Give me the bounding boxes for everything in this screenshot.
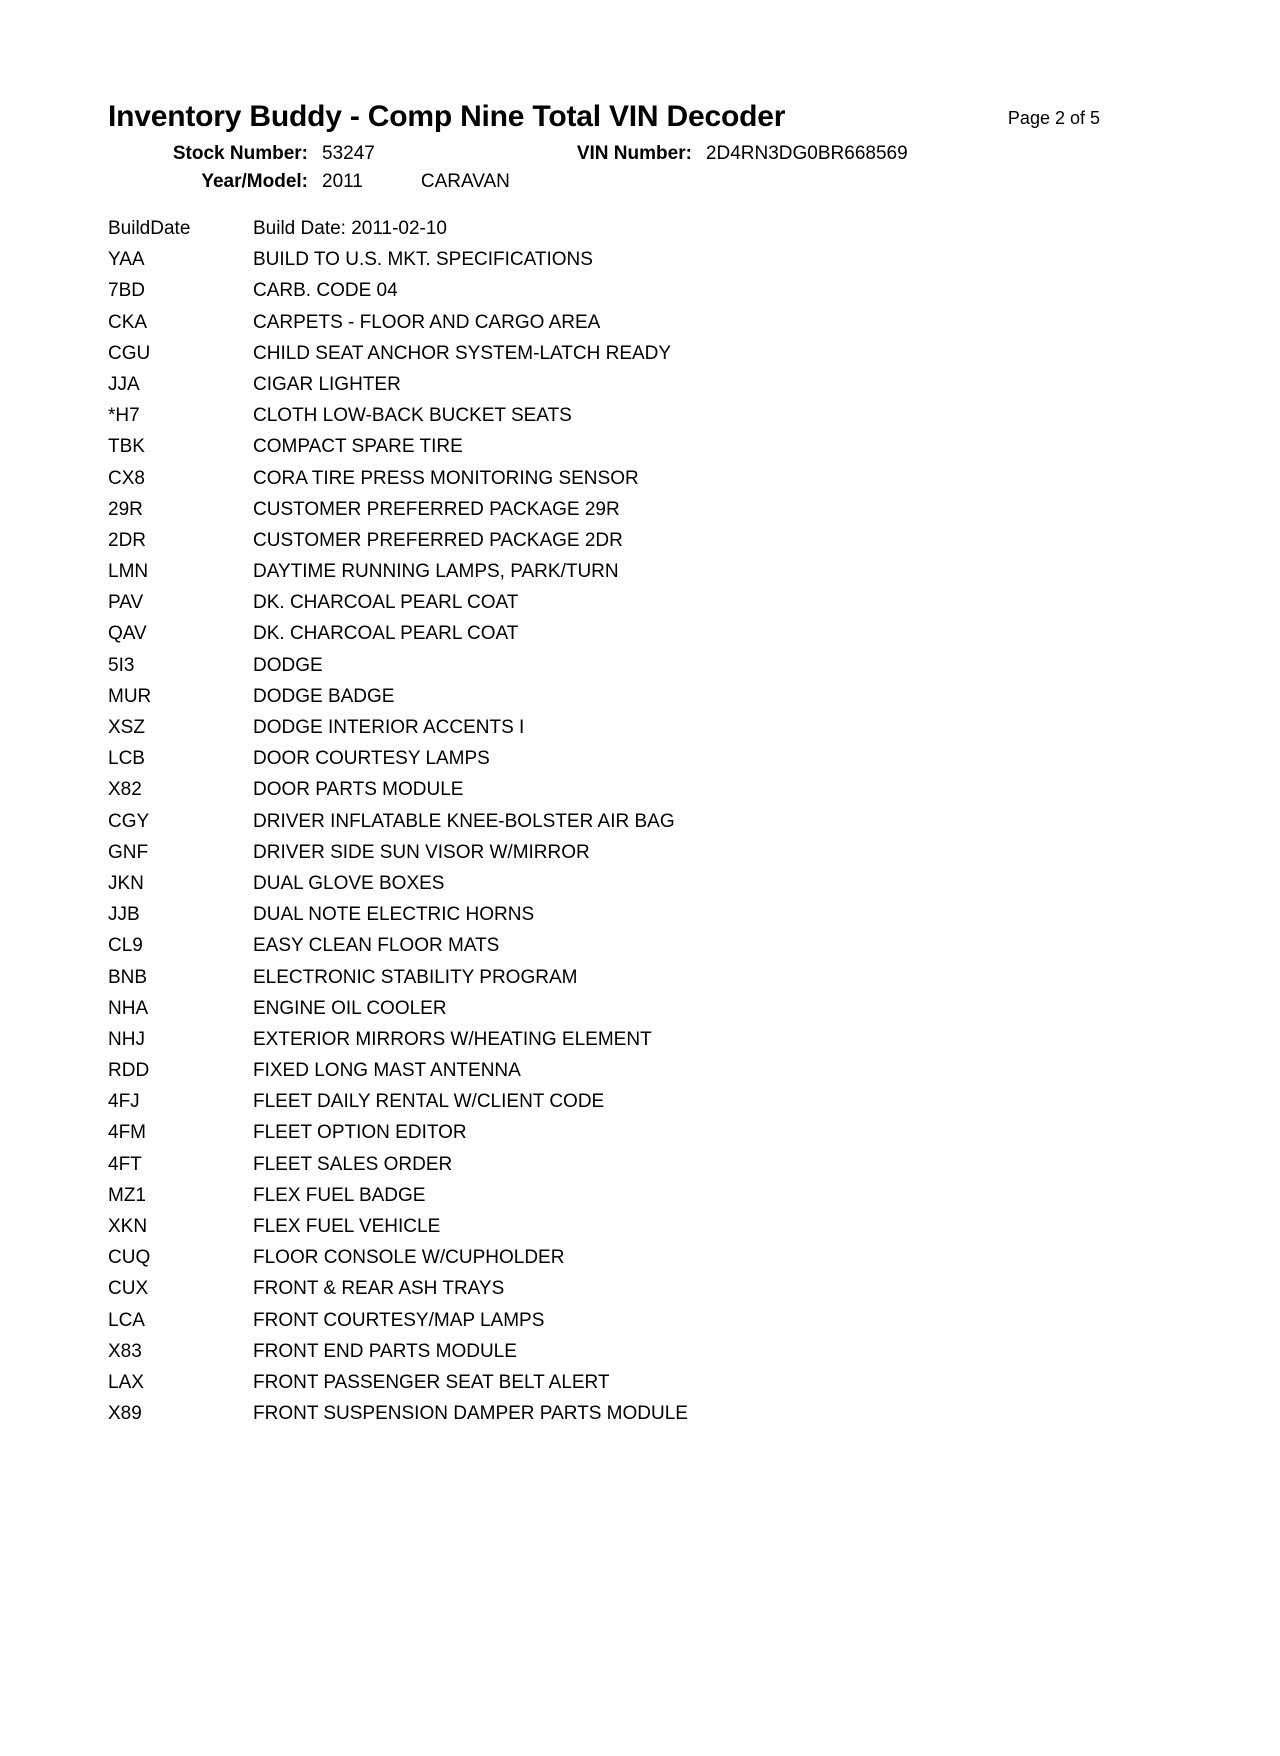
option-description: DOOR COURTESY LAMPS	[253, 748, 490, 770]
option-row	[108, 812, 1220, 843]
option-description: CARPETS - FLOOR AND CARGO AREA	[253, 311, 601, 333]
option-row	[108, 375, 1220, 406]
option-description: DRIVER SIDE SUN VISOR W/MIRROR	[253, 841, 590, 863]
meta-row-stock	[108, 143, 1220, 165]
option-description: DAYTIME RUNNING LAMPS, PARK/TURN	[253, 561, 619, 583]
option-code: CL9	[108, 935, 143, 957]
option-code: LCB	[108, 748, 145, 770]
option-row	[108, 874, 1220, 905]
option-code: 7BD	[108, 280, 145, 302]
option-code: XKN	[108, 1216, 148, 1237]
option-description: DUAL GLOVE BOXES	[253, 872, 445, 894]
option-row	[108, 313, 1220, 344]
title-row	[108, 100, 1220, 133]
option-row	[108, 406, 1220, 437]
option-description: ENGINE OIL COOLER	[253, 997, 447, 1019]
option-row	[108, 780, 1220, 811]
option-row	[108, 1248, 1220, 1279]
option-row	[108, 250, 1220, 281]
option-row	[108, 219, 1220, 250]
option-description: DODGE BADGE	[253, 685, 395, 707]
option-description: FLEX FUEL VEHICLE	[253, 1216, 441, 1237]
option-row	[108, 936, 1220, 967]
option-description: FLEET DAILY RENTAL W/CLIENT CODE	[253, 1091, 605, 1113]
option-description: FIXED LONG MAST ANTENNA	[253, 1060, 521, 1082]
option-row	[108, 1155, 1220, 1186]
option-description: DK. CHARCOAL PEARL COAT	[253, 623, 519, 645]
option-code: MUR	[108, 685, 152, 707]
option-code: XSZ	[108, 717, 145, 738]
vehicle-meta	[108, 143, 1220, 193]
option-description: COMPACT SPARE TIRE	[253, 436, 463, 458]
option-code: CUQ	[108, 1247, 151, 1269]
option-row	[108, 1311, 1220, 1342]
option-description: FRONT PASSENGER SEAT BELT ALERT	[253, 1371, 610, 1393]
option-code: RDD	[108, 1060, 150, 1082]
option-description: FRONT SUSPENSION DAMPER PARTS MODULE	[253, 1403, 688, 1425]
option-code: 4FM	[108, 1122, 146, 1144]
option-row	[108, 1186, 1220, 1217]
option-code: JJA	[108, 373, 140, 395]
option-code: YAA	[108, 249, 145, 271]
option-row	[108, 1123, 1220, 1154]
option-code: QAV	[108, 623, 147, 645]
option-code: CGY	[108, 810, 150, 832]
option-description: FRONT COURTESY/MAP LAMPS	[253, 1309, 545, 1331]
option-description: FRONT END PARTS MODULE	[253, 1340, 517, 1362]
option-code: X89	[108, 1403, 142, 1425]
option-row	[108, 1404, 1220, 1435]
option-code: CKA	[108, 311, 148, 333]
option-description: FRONT & REAR ASH TRAYS	[253, 1278, 505, 1300]
option-row	[108, 531, 1220, 562]
option-description: FLEET OPTION EDITOR	[253, 1122, 467, 1144]
option-code-list	[0, 219, 1280, 1435]
option-description: FLEET SALES ORDER	[253, 1153, 453, 1175]
option-description: DODGE INTERIOR ACCENTS I	[253, 717, 525, 738]
option-row	[108, 1217, 1220, 1248]
option-row	[108, 624, 1220, 655]
option-row	[108, 687, 1220, 718]
option-description: DRIVER INFLATABLE KNEE-BOLSTER AIR BAG	[253, 810, 675, 832]
option-code: X82	[108, 779, 142, 801]
option-row	[108, 843, 1220, 874]
option-code: NHJ	[108, 1028, 145, 1050]
option-code: TBK	[108, 436, 145, 458]
option-description: CUSTOMER PREFERRED PACKAGE 2DR	[253, 529, 623, 551]
option-code: 4FT	[108, 1153, 142, 1175]
option-description: CARB. CODE 04	[253, 280, 398, 302]
option-row	[108, 281, 1220, 312]
option-code: 4FJ	[108, 1091, 140, 1113]
option-row	[108, 344, 1220, 375]
document-page	[0, 100, 1280, 1756]
option-code: CUX	[108, 1278, 149, 1300]
option-row	[108, 1342, 1220, 1373]
option-code: JKN	[108, 872, 144, 894]
option-code: NHA	[108, 997, 149, 1019]
option-row	[108, 718, 1220, 749]
option-description: DK. CHARCOAL PEARL COAT	[253, 592, 519, 614]
option-code: CX8	[108, 467, 145, 489]
option-row	[108, 469, 1220, 500]
option-code: LCA	[108, 1309, 145, 1331]
option-code: 29R	[108, 498, 143, 520]
meta-row-year-model	[108, 171, 1220, 193]
option-description: DUAL NOTE ELECTRIC HORNS	[253, 904, 535, 926]
option-row	[108, 500, 1220, 531]
option-row	[108, 593, 1220, 624]
stock-number-label: Stock Number:	[172, 143, 308, 164]
vin-group	[577, 143, 908, 165]
option-description: DOOR PARTS MODULE	[253, 779, 464, 801]
option-code: GNF	[108, 841, 149, 863]
option-row	[108, 749, 1220, 780]
option-description: DODGE	[253, 654, 323, 676]
option-row	[108, 437, 1220, 468]
option-description: FLEX FUEL BADGE	[253, 1184, 426, 1206]
option-description: FLOOR CONSOLE W/CUPHOLDER	[253, 1247, 565, 1269]
option-description: EASY CLEAN FLOOR MATS	[253, 935, 500, 957]
option-code: BuildDate	[108, 218, 191, 239]
page-indicator: Page 2 of 5	[1007, 108, 1100, 128]
option-code: MZ1	[108, 1184, 146, 1206]
page-title: Inventory Buddy - Comp Nine Total VIN Decoder	[108, 100, 786, 133]
option-description: CLOTH LOW-BACK BUCKET SEATS	[253, 405, 572, 427]
option-row	[108, 999, 1220, 1030]
vin-number-label: VIN Number:	[576, 143, 692, 164]
model-value: CARAVAN	[420, 171, 510, 192]
option-description: CHILD SEAT ANCHOR SYSTEM-LATCH READY	[253, 342, 672, 364]
option-row	[108, 968, 1220, 999]
option-description: ELECTRONIC STABILITY PROGRAM	[253, 966, 578, 988]
option-description: CUSTOMER PREFERRED PACKAGE 29R	[253, 498, 620, 520]
option-description: Build Date: 2011-02-10	[253, 218, 447, 239]
option-code: LAX	[108, 1371, 144, 1393]
vin-number-value: 2D4RN3DG0BR668569	[705, 143, 908, 164]
option-row	[108, 1373, 1220, 1404]
option-row	[108, 656, 1220, 687]
option-code: LMN	[108, 561, 149, 583]
option-description: CIGAR LIGHTER	[253, 373, 401, 395]
option-row	[108, 1061, 1220, 1092]
option-code: JJB	[108, 904, 140, 926]
option-row	[108, 905, 1220, 936]
option-code: X83	[108, 1340, 142, 1362]
option-code: *H7	[108, 405, 140, 427]
option-row	[108, 1279, 1220, 1310]
option-code: 2DR	[108, 529, 147, 551]
option-row	[108, 1092, 1220, 1123]
option-description: CORA TIRE PRESS MONITORING SENSOR	[253, 467, 639, 489]
option-code: CGU	[108, 342, 151, 364]
option-row	[108, 1030, 1220, 1061]
option-code: 5I3	[108, 654, 135, 676]
stock-number-value: 53247	[322, 143, 375, 164]
option-code: PAV	[108, 592, 144, 614]
option-description: BUILD TO U.S. MKT. SPECIFICATIONS	[253, 249, 593, 271]
option-row	[108, 562, 1220, 593]
year-model-label: Year/Model:	[201, 171, 308, 192]
option-description: EXTERIOR MIRRORS W/HEATING ELEMENT	[253, 1028, 652, 1050]
option-code: BNB	[108, 966, 148, 988]
document-header	[0, 100, 1280, 193]
year-value: 2011	[322, 171, 363, 192]
